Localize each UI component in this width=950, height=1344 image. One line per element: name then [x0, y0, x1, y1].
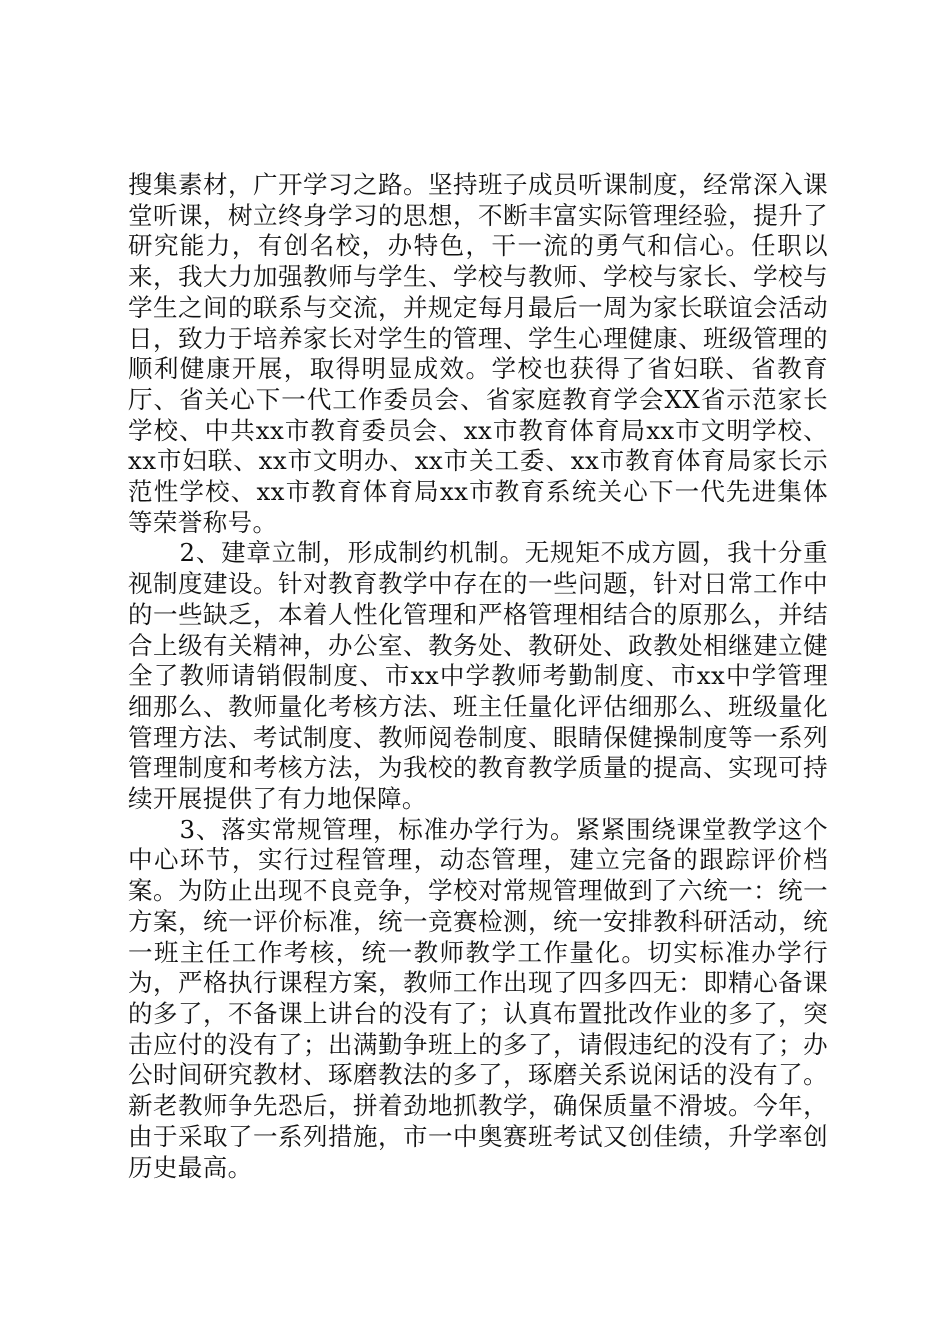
paragraph-rules-system: 2、建章立制，形成制约机制。无规矩不成方圆，我十分重视制度建设。针对教育教学中存在的一些问题，针对日常工作中的一些缺乏，本着人性化管理和严格管理相结合的原那么，并结合上级有关精神，办公室、教务处、教研处、政教处相继建立健全了教师请销假制度、市xx中学教师考勤制度、市xx中学管理细那么、教师量化考核方法、班主任量化评估细那么、班级量化管理方法、考试制度、教师阅卷制度、眼睛保健操制度等一系列管理制度和考核方法，为我校的教育教学质量的提高、实现可持续开展提供了有力地保障。 [128, 538, 828, 814]
paragraph-continued: 搜集素材，广开学习之路。坚持班子成员听课制度，经常深入课堂听课，树立终身学习的思想，不断丰富实际管理经验，提升了研究能力，有创名校，办特色，干一流的勇气和信心。任职以来，我大力加强教师与学生、学校与教师、学校与家长、学校与学生之间的联系与交流，并规定每月最后一周为家长联谊会活动日，致力于培养家长对学生的管理、学生心理健康、班级管理的顺利健康开展，取得明显成效。学校也获得了省妇联、省教育厅、省关心下一代工作委员会、省家庭教育学会XX省示范家长学校、中共xx市教育委员会、xx市教育体育局xx市文明学校、xx市妇联、xx市文明办、xx市关工委、xx市教育体育局家长示范性学校、xx市教育体育局xx市教育系统关心下一代先进集体等荣誉称号。 [128, 170, 828, 537]
document-body [128, 170, 828, 1183]
paragraph-routine-management: 3、落实常规管理，标准办学行为。紧紧围绕课堂教学这个中心环节，实行过程管理，动态管理，建立完备的跟踪评价档案。为防止出现不良竞争，学校对常规管理做到了六统一：统一方案，统一评价标准，统一竞赛检测，统一安排教科研活动，统一班主任工作考核，统一教师教学工作量化。切实标准办学行为，严格执行课程方案，教师工作出现了四多四无：即精心备课的多了，不备课上讲台的没有了；认真布置批改作业的多了，突击应付的没有了；出满勤争班上的多了，请假违纪的没有了；办公时间研究教材、琢磨教法的多了，琢磨关系说闲话的没有了。新老教师争先恐后，拼着劲地抓教学，确保质量不滑坡。今年，由于采取了一系列措施，市一中奥赛班考试又创佳绩，升学率创历史最高。 [128, 814, 828, 1182]
